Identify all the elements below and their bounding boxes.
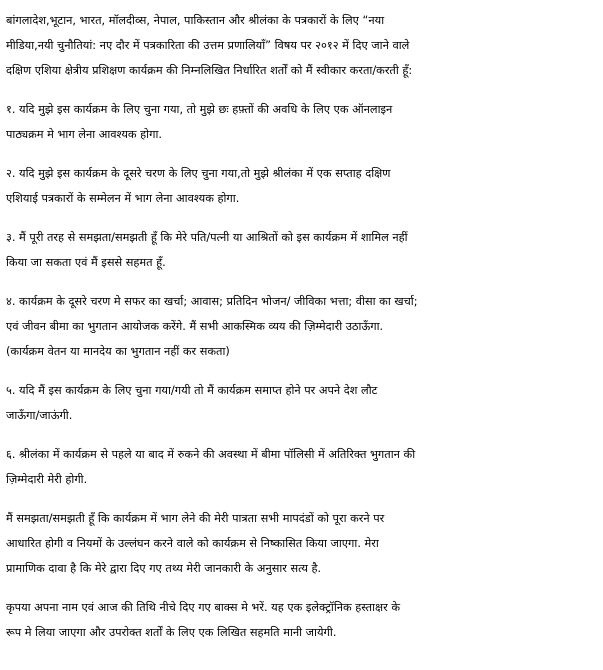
eligibility-paragraph <box>6 506 597 581</box>
text-line: एवं जीवन बीमा का भुगतान आयोजक करेंगे. मैं सभी आकस्मिक व्यय की ज़िम्मेदारी उठाऊँगा. <box>6 320 384 333</box>
text-line: रूप मे लिया जाएगा और उपरोक्त शर्तों के लिए एक लिखित सहमति मानी जायेगी. <box>6 626 337 639</box>
text-line: किया जा सकता एवं मैं इससे सहमत हूँ. <box>6 256 166 269</box>
text-line: बांगलादेश,भूटान, भारत, मॉलदीव्स, नेपाल, पाकिस्तान और श्रीलंका के पत्रकारों के लिए “नया <box>6 14 385 27</box>
text-line: एशियाई पत्रकारों के सम्मेलन में भाग लेना आवश्यक होगा. <box>6 192 240 205</box>
text-line: जाऊँगा/जाऊंगी. <box>6 409 73 422</box>
condition-1 <box>6 97 597 147</box>
text-line: दक्षिण एशिया क्षेत्रीय प्रशिक्षण कार्यक्रम की निम्नलिखित निर्धारित शर्तों को मैं स्वीकार करता/करती हूँ: <box>6 64 413 77</box>
condition-5 <box>6 378 597 428</box>
text-line: २. यदि मुझे इस कार्यक्रम के दूसरे चरण के लिए चुना गया,तो मुझे श्रीलंका में एक सप्ताह दक्षिण <box>6 167 391 180</box>
condition-2 <box>6 161 597 211</box>
signature-instruction-paragraph <box>6 595 597 645</box>
text-line: पाठ्यक्रम मे भाग लेना आवश्यक होगा. <box>6 128 162 141</box>
condition-6 <box>6 442 597 492</box>
text-line: ४. कार्यक्रम के दूसरे चरण मे सफर का खर्चा; आवास; प्रतिदिन भोजन/ जीविका भत्ता; वीसा का खर्चा; <box>6 295 418 308</box>
text-line: मैं समझता/समझती हूँ कि कार्यक्रम में भाग लेने की मेरी पात्रता सभी मापदंडों को पूरा करने पर <box>6 512 385 525</box>
text-line: ज़िम्मेदारी मेरी होगी. <box>6 473 88 486</box>
text-line: मीडिया,नयी चुनौतियां: नए दौर में पत्रकारिता की उत्तम प्रणालियाँ” विषय पर २०१२ में दिए जाने वाले <box>6 39 410 52</box>
document-body <box>6 8 597 659</box>
text-line: कृपया अपना नाम एवं आज की तिथि नीचे दिए गए बाक्स मे भरें. यह एक इलेक्ट्रॉनिक हस्ताक्षर के <box>6 601 401 614</box>
text-line: ३. मैं पूरी तरह से समझता/समझती हूँ कि मेरे पति/पत्नी या आश्रितों को इस कार्यक्रम में शामिल नहीं <box>6 231 408 244</box>
text-line: १. यदि मुझे इस कार्यक्रम के लिए चुना गया, तो मुझे छः हफ़्तों की अवधि के लिए एक ऑनलाइन <box>6 103 393 116</box>
text-line: प्रामाणिक दावा है कि मेरे द्वारा दिए गए तथ्य मेरी जानकारी के अनुसार सत्य है. <box>6 562 322 575</box>
text-line: ५. यदि मैं इस कार्यक्रम के लिए चुना गया/गयी तो मैं कार्यक्रम समाप्त होने पर अपने देश लौट <box>6 384 378 397</box>
condition-note: (कार्यक्रम वेतन या मानदेय का भुगतान नहीं कर सकता) <box>6 345 230 358</box>
text-line: आधारित होगी व नियमों के उल्लंघन करने वाले को कार्यक्रम से निष्कासित किया जाएगा. मेरा <box>6 537 379 550</box>
condition-3 <box>6 225 597 275</box>
intro-paragraph <box>6 8 597 83</box>
text-line: ६. श्रीलंका में कार्यक्रम से पहले या बाद में रुकने की अवस्था में बीमा पॉलिसी में अतिरिक्त भुगतान की <box>6 448 416 461</box>
condition-4 <box>6 289 597 364</box>
